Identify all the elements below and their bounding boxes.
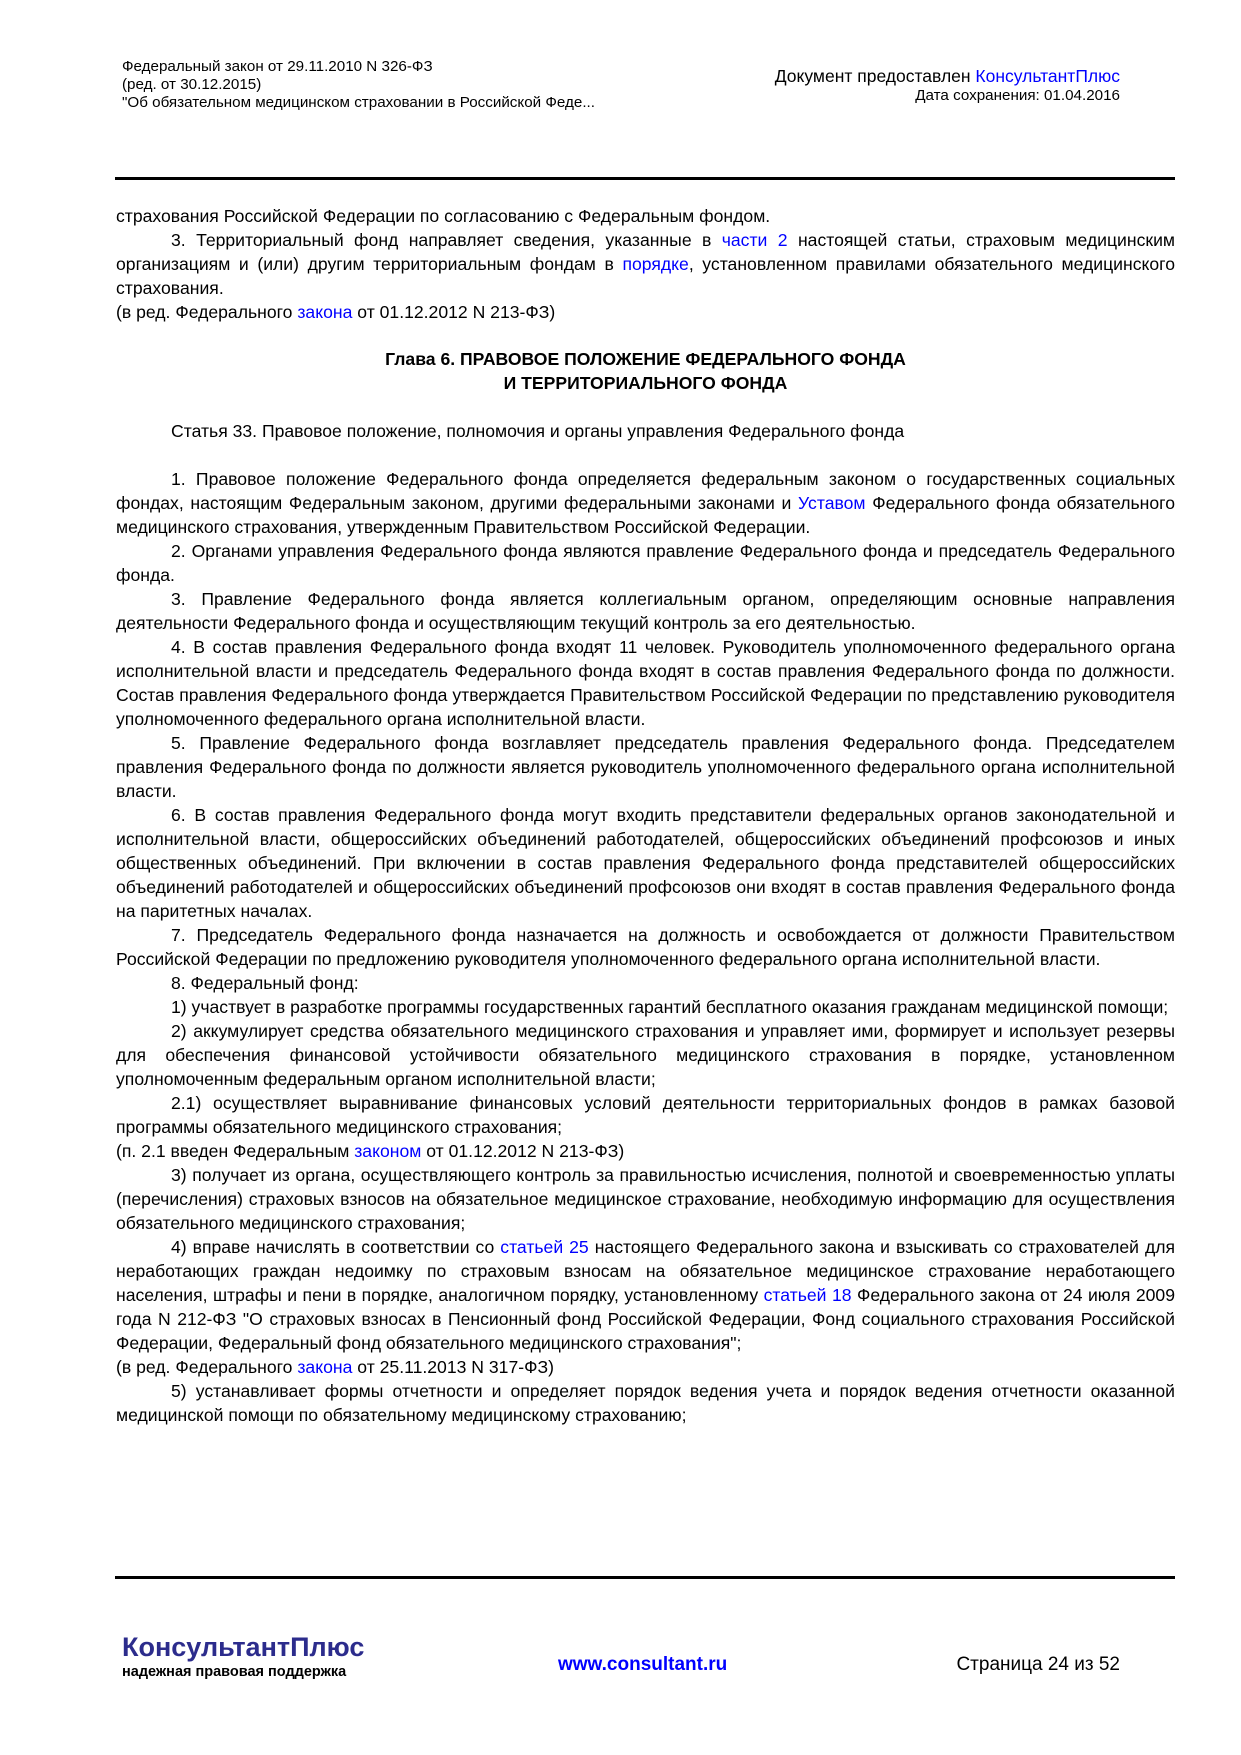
link-statey-18[interactable]: статьей 18: [763, 1285, 852, 1305]
header-law-name: "Об обязательном медицинском страховании в Российской Феде...: [122, 94, 595, 111]
paragraph-item-6: 6. В состав правления Федерального фонда могут входить представители федеральных органов законодательной и исполнительной власти, общероссийских объединений работодателей, общероссийских объединений профсоюзов и иных общественных объединений. При включении в состав правления Федерального фонда представителей общероссийских объединений работодателей и общероссийских объединений профсоюзов они входят в состав правления Федерального фонда на паритетных началах.: [116, 805, 1175, 921]
saved-date: Дата сохранения: 01.04.2016: [915, 87, 1120, 104]
revision-note: (в ред. Федерального закона от 01.12.2012 N 213-ФЗ): [116, 302, 556, 322]
paragraph-item-5: 5. Правление Федерального фонда возглавляет председатель правления Федерального фонда. Председателем правления Федерального фонда по должности является руководитель уполномоченного федерального органа исполнительной власти.: [116, 733, 1175, 801]
page-number: Страница 24 из 52: [956, 1654, 1120, 1675]
subitem-1: 1) участвует в разработке программы государственных гарантий бесплатного оказания гражданам медицинской помощи;: [171, 997, 1169, 1017]
header-divider: [115, 177, 1175, 180]
link-poryadke[interactable]: порядке: [622, 254, 689, 274]
header-revision: (ред. от 30.12.2015): [122, 76, 262, 93]
paragraph-item-8: 8. Федеральный фонд:: [171, 973, 359, 993]
header-law-title: Федеральный закон от 29.11.2010 N 326-ФЗ: [122, 58, 433, 75]
document-body: [116, 204, 1175, 1427]
document-header-provider: [775, 67, 1120, 105]
paragraph-item-7: 7. Председатель Федерального фонда назначается на должность и освобождается от должности Правительством Российской Федерации по предложению руководителя уполномоченного федерального органа исполнительной власти.: [116, 925, 1175, 969]
revision-note: (в ред. Федерального закона от 25.11.2013 N 317-ФЗ): [116, 1357, 554, 1377]
paragraph-item-2: 2. Органами управления Федерального фонда являются правление Федерального фонда и председатель Федерального фонда.: [116, 541, 1175, 585]
brand-name: КонсультантПлюс: [122, 1632, 365, 1662]
link-statey-25[interactable]: статьей 25: [500, 1237, 589, 1257]
paragraph: страхования Российской Федерации по согласованию с Федеральным фондом.: [116, 206, 771, 226]
paragraph-item-3: 3. Правление Федерального фонда является коллегиальным органом, определяющим основные направления деятельности Федерального фонда и осуществляющим текущий контроль за его деятельностью.: [116, 589, 1175, 633]
chapter-title: Глава 6. ПРАВОВОЕ ПОЛОЖЕНИЕ ФЕДЕРАЛЬНОГО ФОНДА И ТЕРРИТОРИАЛЬНОГО ФОНДА: [385, 349, 906, 393]
footer-logo: [122, 1632, 364, 1682]
website-link[interactable]: www.consultant.ru: [558, 1654, 728, 1675]
article-title: Статья 33. Правовое положение, полномочия и органы управления Федерального фонда: [171, 421, 905, 441]
provider-link[interactable]: КонсультантПлюс: [975, 66, 1120, 86]
revision-note: (п. 2.1 введен Федеральным законом от 01.12.2012 N 213-ФЗ): [116, 1141, 625, 1161]
subitem-2-1: 2.1) осуществляет выравнивание финансовых условий деятельности территориальных фондов в рамках базовой программы обязательного медицинского страхования;: [116, 1093, 1175, 1137]
paragraph-item-1: 1. Правовое положение Федерального фонда определяется федеральным законом о государственных социальных фондах, настоящим Федеральным законом, другими федеральными законами и Уставом Федерального фонда обязательного медицинского страхования, утвержденным Правительством Российской Федерации.: [116, 469, 1175, 537]
footer-divider: [115, 1576, 1175, 1579]
document-header-title: [122, 58, 595, 112]
provided-label: Документ предоставлен: [774, 66, 976, 86]
subitem-3: 3) получает из органа, осуществляющего контроль за правильностью исчисления, полнотой и своевременностью уплаты (перечисления) страховых взносов на обязательное медицинское страхование, необходимую информацию для осуществления обязательного медицинского страхования;: [116, 1165, 1175, 1233]
paragraph-item-4: 4. В состав правления Федерального фонда входят 11 человек. Руководитель уполномоченного федерального органа исполнительной власти и председатель Федерального фонда входят в состав правления Федерального фонда по должности. Состав правления Федерального фонда утверждается Правительством Российской Федерации по представлению руководителя уполномоченного федерального органа исполнительной власти.: [116, 637, 1175, 729]
subitem-5: 5) устанавливает формы отчетности и определяет порядок ведения учета и порядок ведения отчетности оказанной медицинской помощи по обязательному медицинскому страхованию;: [116, 1381, 1175, 1425]
link-zakona[interactable]: закона: [297, 302, 353, 322]
link-ustavom[interactable]: Уставом: [798, 493, 866, 513]
paragraph-item-3: 3. Территориальный фонд направляет сведения, указанные в части 2 настоящей статьи, страховым медицинским организациям и (или) другим территориальным фондам в порядке, установленном правилами обязательного медицинского страхования.: [116, 230, 1175, 298]
link-zakonom[interactable]: законом: [354, 1141, 422, 1161]
link-zakona-317[interactable]: закона: [297, 1357, 353, 1377]
brand-tagline: надежная правовая поддержка: [122, 1664, 347, 1680]
subitem-2: 2) аккумулирует средства обязательного медицинского страхования и управляет ими, формирует и использует резервы для обеспечения финансовой устойчивости обязательного медицинского страхования в порядке, установленном уполномоченным федеральным органом исполнительной власти;: [116, 1021, 1175, 1089]
subitem-4: 4) вправе начислять в соответствии со статьей 25 настоящего Федерального закона и взыскивать со страхователей для неработающих граждан недоимку по страховым взносам на обязательное медицинское страхование неработающего населения, штрафы и пени в порядке, аналогичном порядку, установленному статьей 18 Федерального закона от 24 июля 2009 года N 212-ФЗ "О страховых взносах в Пенсионный фонд Российской Федерации, Фонд социального страхования Российской Федерации, Федеральный фонд обязательного медицинского страхования";: [116, 1237, 1176, 1353]
link-chasti-2[interactable]: части 2: [721, 230, 788, 250]
